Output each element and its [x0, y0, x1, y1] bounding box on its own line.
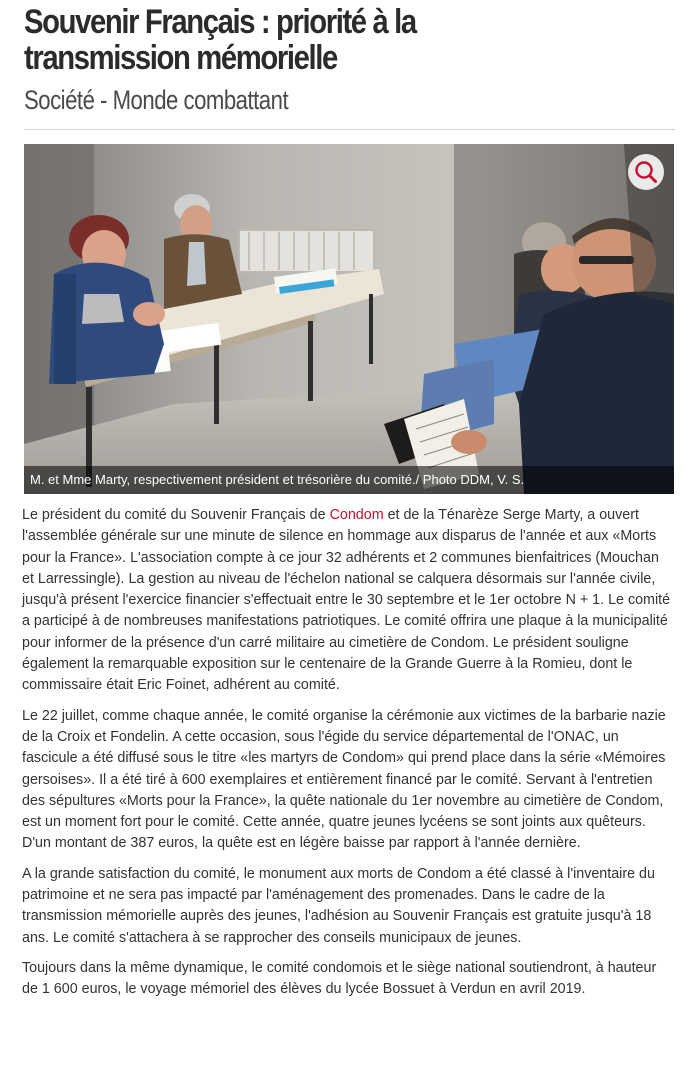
- paragraph-2: Le 22 juillet, comme chaque année, le comité organise la cérémonie aux victimes de la barbarie nazie de la Croix et Fondelin. A cette occasion, sous l'égide du service départemental de l'ONAC, un fascicule a été diffusé sous le titre «les martyrs de Condom» qui prend place dans la série «Mémoires gersoises». Il a été tiré à 600 exemplaires et entièrement financé par le comité. Servant à l'entretien des sépultures «Morts pour la France», la quête nationale du 1er novembre au cimetière de Condom, est un moment fort pour le comité. Cette année, quatre jeunes lycéens se sont joints aux quêteurs. D'un montant de 387 euros, la quête est en légère baisse par rapport à l'année dernière.: [22, 707, 666, 852]
- article-body: [22, 505, 672, 1010]
- paragraph-3: A la grande satisfaction du comité, le monument aux morts de Condom a été classé à l'inventaire du patrimoine et ne sera pas impacté par l'aménagement des promenades. Dans le cadre de la transmission mémorielle auprès des jeunes, l'adhésion au Souvenir Français est gratuite jusqu'à 18 ans. Le comité s'attachera à se rapprocher des conseils municipaux de jeunes.: [22, 865, 655, 946]
- zoom-search-icon: [628, 154, 664, 190]
- photo-caption: M. et Mme Marty, respectivement président et trésorière du comité./ Photo DDM, V. S.: [30, 472, 525, 487]
- condom-link[interactable]: Condom: [329, 507, 384, 523]
- zoom-button[interactable]: [628, 154, 664, 190]
- paragraph-1: [22, 505, 672, 697]
- article-title: Souvenir Français : priorité à la transmission mémorielle: [24, 3, 416, 77]
- paragraph-1-lead: Le président du comité du Souvenir Français de: [22, 507, 330, 523]
- article-photo[interactable]: [24, 144, 674, 494]
- photo-illustration: [24, 144, 674, 494]
- article-section[interactable]: Société - Monde combattant: [24, 85, 289, 115]
- caption-bar: [24, 466, 674, 494]
- title-divider: [24, 129, 675, 130]
- paragraph-1-rest: et de la Ténarèze Serge Marty, a ouvert l'assemblée générale sur une minute de silence en hommage aux disparus de l'année et aux «Morts pour la France». L'association compte à ce jour 32 adhérents et 2 communes bienfaitrices (Mouchan et Larressingle). La gestion au niveau de l'échelon national se calquera désormais sur l'année civile, jusqu'à présent l'exercice financier s'effectuait entre le 30 septembre et le 1er octobre N + 1. Le comité a participé à de nombreuses manifestations patriotiques. Le comité offrira une plaque à la municipalité pour informer de la présence d'un carré militaire au cimetière de Condom. Le président souligne également la remarquable exposition sur le centenaire de la Grande Guerre à la Romieu, dont le commissaire était Eric Foinet, adhérent au comité.: [22, 507, 671, 694]
- paragraph-4: Toujours dans la même dynamique, le comité condomois et le siège national soutiendront, à hauteur de 1 600 euros, le voyage mémoriel des élèves du lycée Bossuet à Verdun en avril 2019.: [22, 959, 657, 998]
